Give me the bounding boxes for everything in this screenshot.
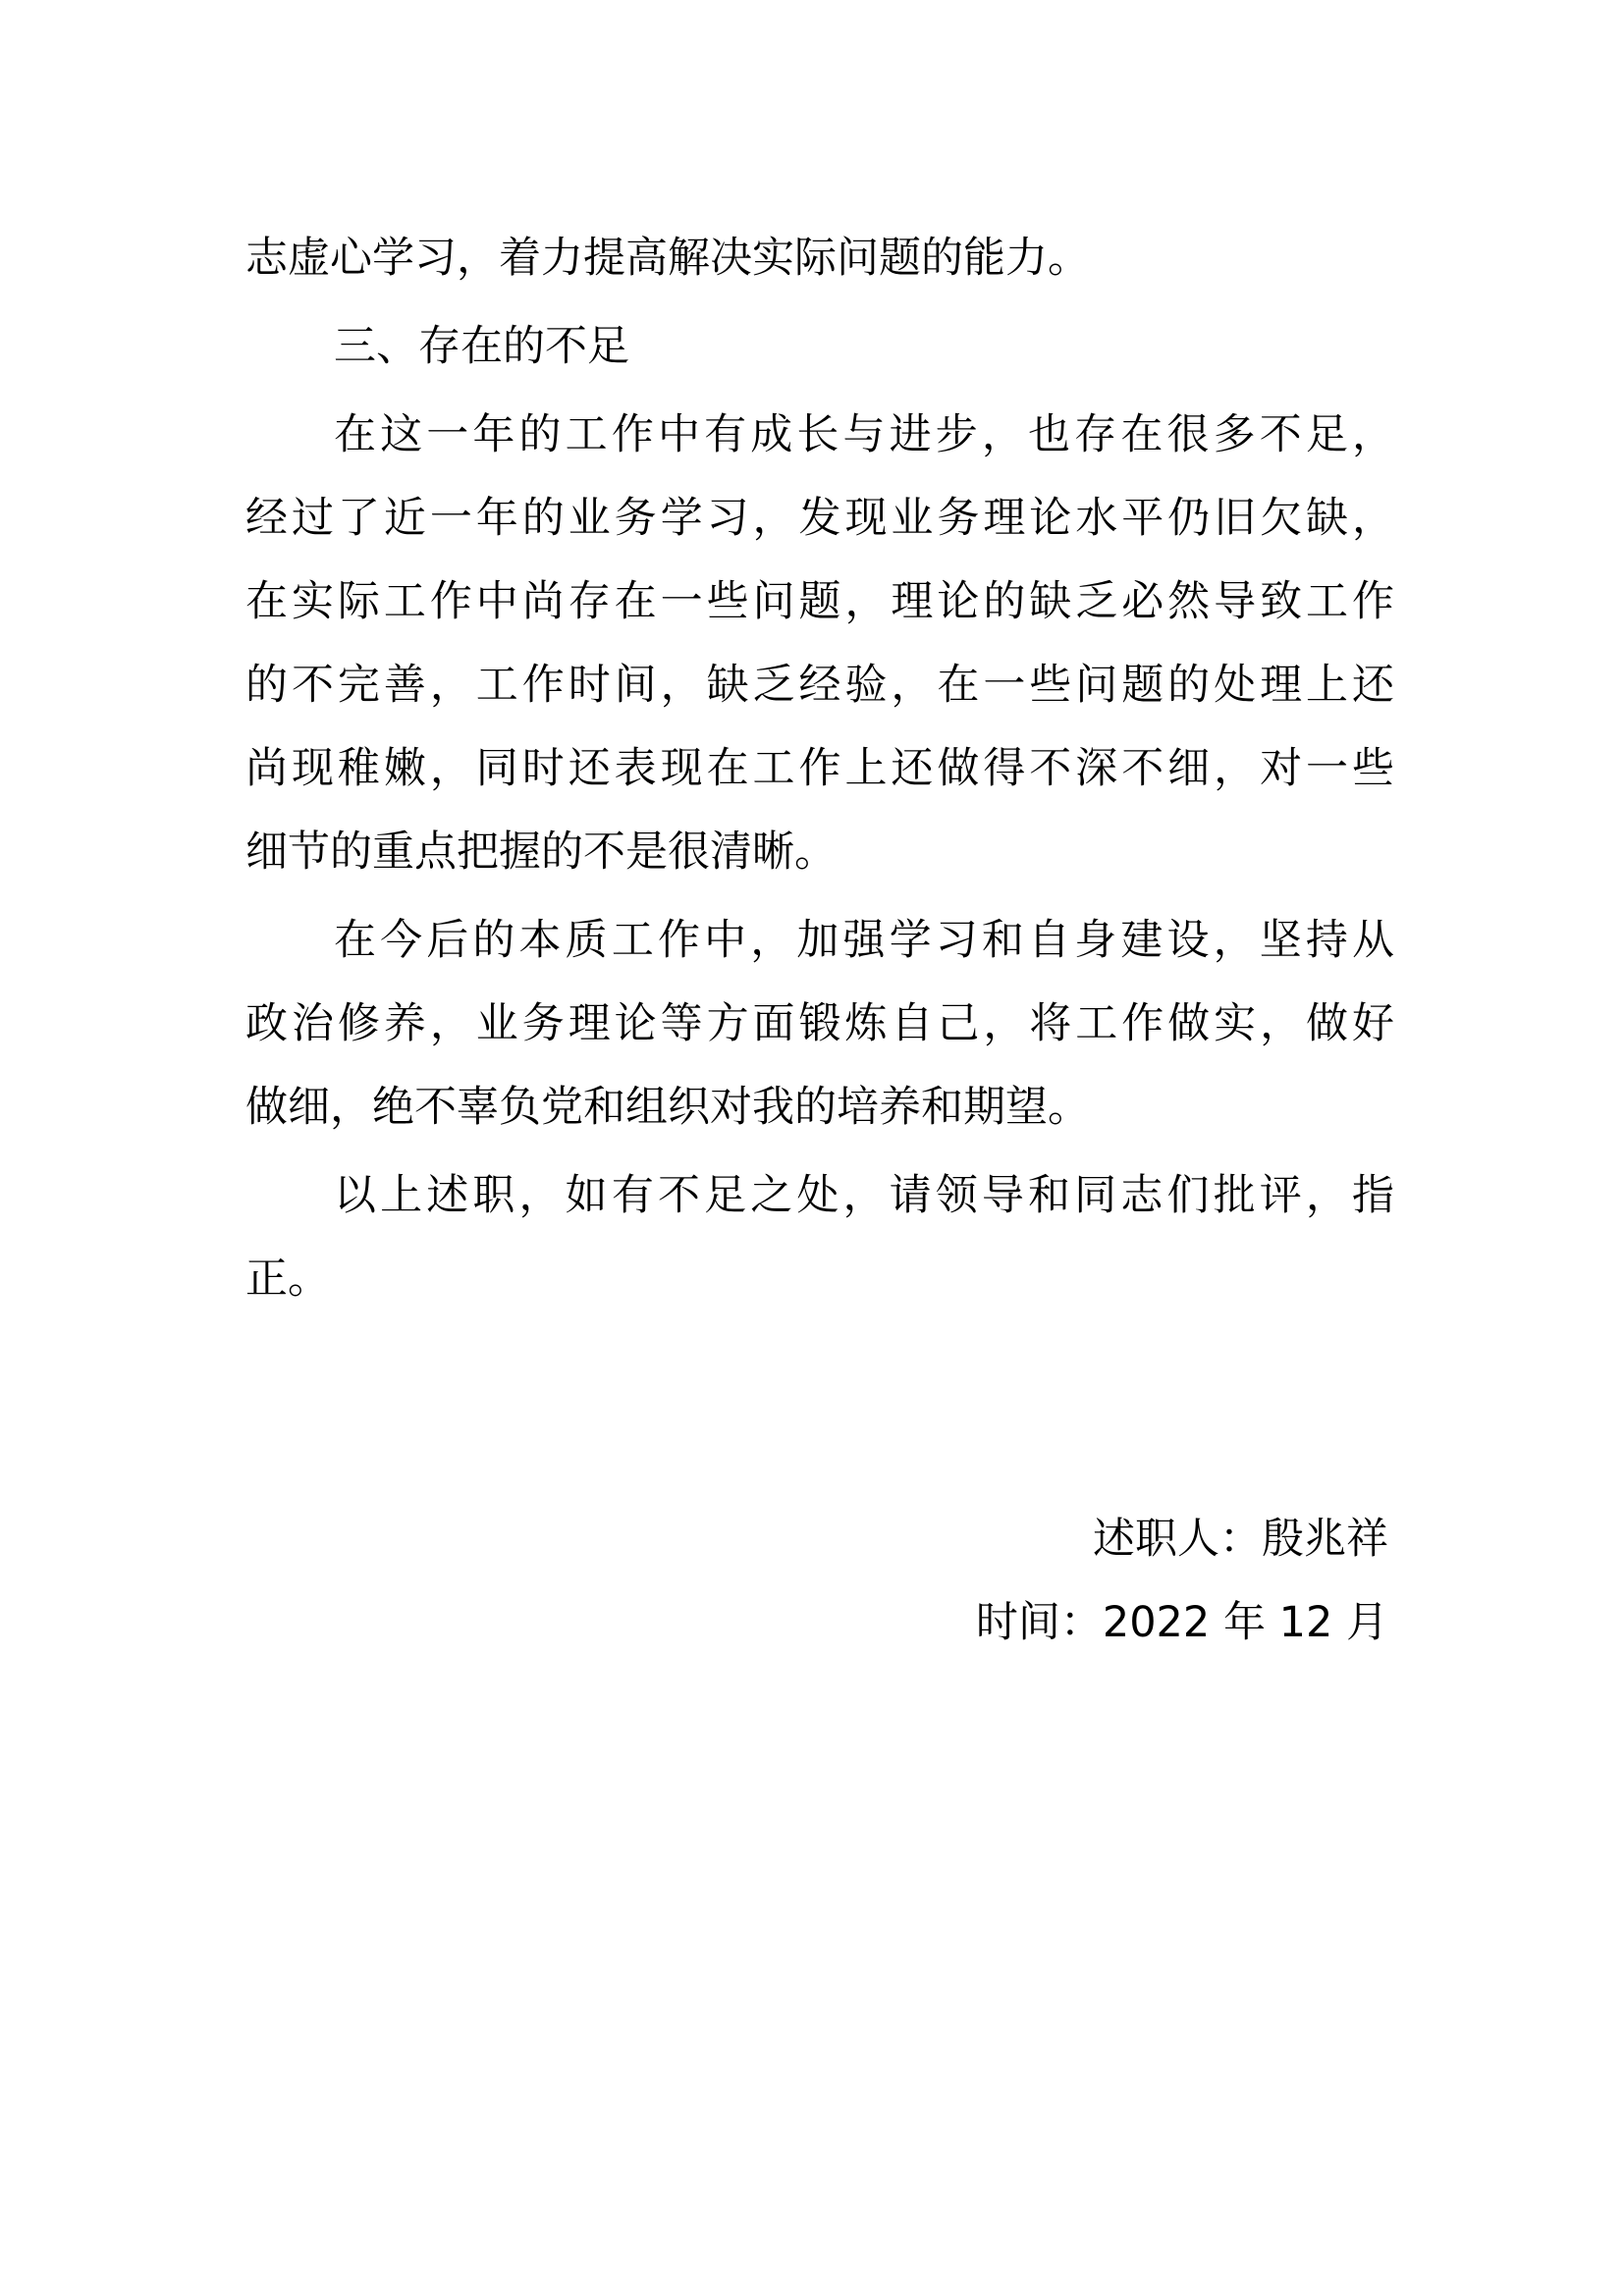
report-date: 时间：2022 年 12 月 [975, 1598, 1388, 1647]
reporter-signature: 述职人：殷兆祥 [1093, 1515, 1388, 1564]
body-text-line: 以上述职，如有不足之处，请领导和同志们批评，指 [334, 1171, 1394, 1220]
body-text-line: 做细，绝不辜负党和组织对我的培养和期望。 [245, 1083, 1090, 1132]
body-text-line: 的不完善，工作时间，缺乏经验，在一些问题的处理上还 [245, 661, 1394, 710]
body-text-line: 政治修养，业务理论等方面锻炼自己，将工作做实，做好 [245, 999, 1394, 1048]
body-text-line: 正。 [245, 1255, 330, 1304]
body-text-line: 志虚心学习，着力提高解决实际问题的能力。 [245, 234, 1090, 283]
body-text-line: 在这一年的工作中有成长与进步，也存在很多不足， [334, 410, 1394, 459]
body-text-line: 在今后的本质工作中，加强学习和自身建设，坚持从 [334, 916, 1394, 965]
body-text-line: 经过了近一年的业务学习，发现业务理论水平仍旧欠缺， [245, 494, 1394, 543]
body-text-line: 细节的重点把握的不是很清晰。 [245, 828, 837, 877]
body-text-line: 在实际工作中尚存在一些问题，理论的缺乏必然导致工作 [245, 577, 1394, 626]
body-text-line: 尚现稚嫩，同时还表现在工作上还做得不深不细，对一些 [245, 744, 1394, 793]
section-heading: 三、存在的不足 [334, 322, 629, 371]
